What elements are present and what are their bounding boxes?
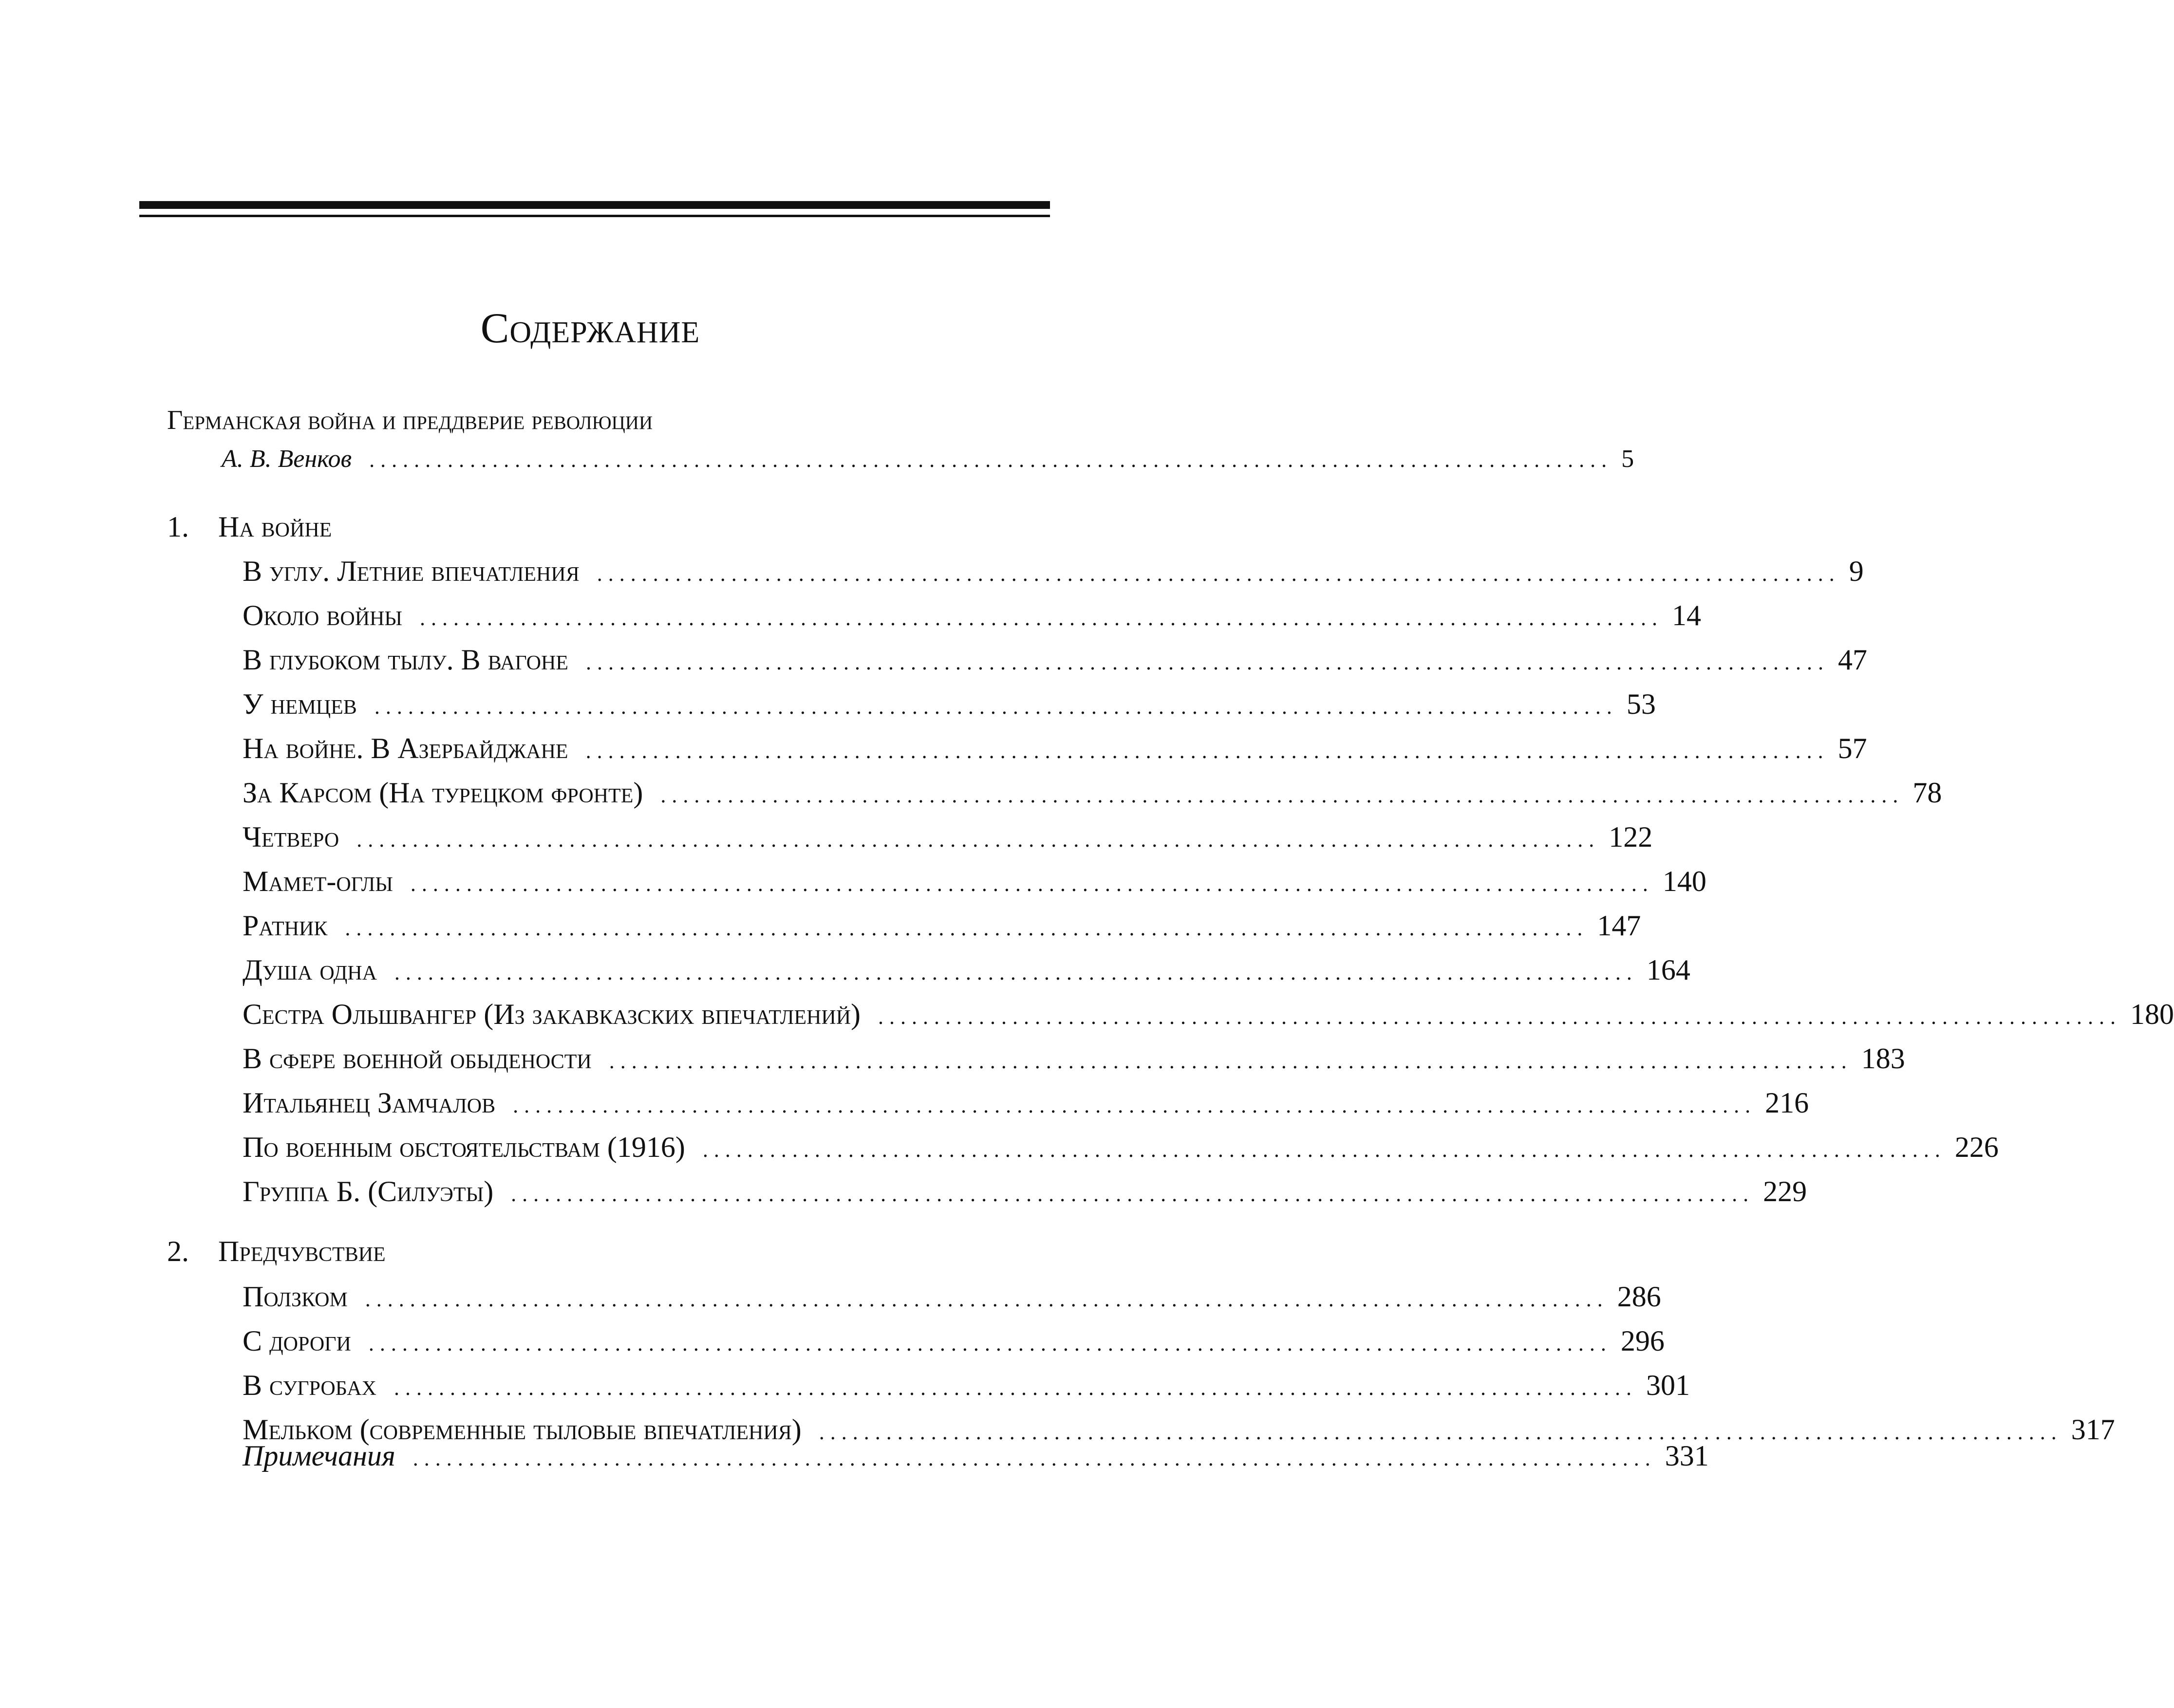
toc-entry[interactable] [243, 643, 1867, 677]
page-number: 164 [1646, 954, 1690, 986]
dot-leader: ............................................................................................................... [597, 562, 1840, 586]
page-number: 140 [1662, 865, 1706, 897]
section-heading-1 [167, 510, 332, 544]
page-number: 14 [1672, 599, 1701, 631]
page-number: 286 [1617, 1281, 1661, 1313]
entry-title: Мельком (современные тыловые впечатления) [243, 1413, 802, 1446]
toc-entry[interactable] [243, 598, 1701, 632]
entry-title: В сугробах [243, 1369, 376, 1401]
entry-title: По военным обстоятельствам (1916) [243, 1131, 685, 1163]
entry-title: Мамет-оглы [243, 865, 393, 897]
dot-leader: ............................................................................................................... [412, 1447, 1656, 1470]
entry-title: В глубоком тылу. В вагоне [243, 644, 568, 676]
entry-title: За Карсом (На турецком фронте) [243, 777, 643, 809]
entry-title: Группа Б. (Силуэты) [243, 1175, 494, 1207]
section-name: На войне [218, 511, 332, 543]
toc-entry[interactable] [243, 1041, 1905, 1076]
toc-entry[interactable] [243, 1280, 1661, 1314]
page-title: Содержание [480, 305, 700, 352]
dot-leader: ............................................................................................................... [345, 916, 1589, 940]
section-number: 1. [167, 511, 189, 543]
toc-entry[interactable] [243, 997, 2174, 1031]
toc-entry[interactable] [243, 909, 1641, 943]
dot-leader: ............................................................................................................... [410, 872, 1654, 896]
entry-title: С дороги [243, 1325, 351, 1357]
page-number: 78 [1912, 777, 1942, 809]
toc-entry[interactable] [243, 687, 1656, 721]
dot-leader: ............................................................................................................... [420, 606, 1663, 630]
toc-entry[interactable] [243, 554, 1864, 588]
page-number: 226 [1954, 1131, 1999, 1163]
page-number: 57 [1837, 732, 1867, 764]
entry-title: На войне. В Азербайджане [243, 732, 568, 764]
dot-leader: ............................................................................................................... [609, 1049, 1853, 1073]
dot-leader: ............................................................................................................... [660, 783, 1904, 807]
dot-leader: ............................................................................................................... [819, 1420, 2062, 1444]
toc-entry[interactable] [243, 864, 1706, 898]
page-number: 229 [1763, 1175, 1807, 1207]
dot-leader: ............................................................................................................... [585, 650, 1829, 674]
dot-leader: ............................................................................................................... [394, 961, 1638, 984]
page-number: 47 [1837, 644, 1867, 676]
toc-entry[interactable] [243, 731, 1867, 765]
entry-title: Сестра Ольшвангер (Из закавказских впечатлений) [243, 998, 861, 1030]
toc-entry-notes[interactable] [243, 1439, 1709, 1473]
dot-leader: ............................................................................................................... [369, 448, 1613, 472]
notes-label: Примечания [243, 1440, 395, 1472]
dot-leader: ............................................................................................................... [365, 1287, 1609, 1311]
toc-entry[interactable] [243, 1324, 1665, 1358]
toc-entry[interactable] [243, 1174, 1807, 1208]
entry-title: Ратник [243, 910, 328, 942]
entry-title: В сфере военной обыдености [243, 1042, 592, 1075]
page-number: 53 [1626, 688, 1656, 720]
page-number: 331 [1665, 1440, 1709, 1472]
entry-title: В углу. Летние впечатления [243, 555, 580, 587]
page-number: 180 [2130, 998, 2174, 1030]
dot-leader: ............................................................................................................... [511, 1182, 1755, 1206]
dot-leader: ............................................................................................................... [394, 1376, 1637, 1400]
entry-title: Около войны [243, 599, 402, 631]
dot-leader: ............................................................................................................... [356, 828, 1600, 852]
entry-title: Ползком [243, 1281, 348, 1313]
page-number: 147 [1597, 910, 1641, 942]
page-number: 183 [1861, 1042, 1905, 1075]
top-rule-thin [139, 215, 1050, 217]
entry-title: Четверо [243, 821, 339, 853]
dot-leader: ............................................................................................................... [374, 695, 1618, 719]
section-name: Предчувствие [218, 1235, 386, 1267]
page-number: 317 [2071, 1413, 2115, 1446]
section-heading-2 [167, 1234, 386, 1268]
toc-entry[interactable] [243, 953, 1690, 987]
entry-title: Итальянец Замчалов [243, 1087, 496, 1119]
page-number: 9 [1849, 555, 1864, 587]
dot-leader: ............................................................................................................... [585, 739, 1829, 763]
intro-title: Германская война и преддверие революции [167, 405, 653, 435]
entry-title: У немцев [243, 688, 357, 720]
page-number: 5 [1621, 445, 1634, 473]
page-number: 216 [1765, 1087, 1809, 1119]
page-number: 301 [1646, 1369, 1690, 1401]
toc-entry[interactable] [243, 820, 1653, 854]
dot-leader: ............................................................................................................... [878, 1005, 2122, 1029]
intro-author: А. В. Венков [222, 445, 352, 473]
dot-leader: ............................................................................................................... [702, 1138, 1946, 1162]
intro-author-row[interactable] [222, 442, 1634, 476]
page-number: 296 [1620, 1325, 1665, 1357]
toc-entry[interactable] [243, 1130, 1999, 1164]
toc-entry[interactable] [243, 1086, 1809, 1120]
toc-entry[interactable] [243, 776, 1942, 810]
page-number: 122 [1609, 821, 1653, 853]
section-number: 2. [167, 1235, 189, 1267]
dot-leader: ............................................................................................................... [513, 1094, 1757, 1117]
toc-entry[interactable] [243, 1368, 1690, 1402]
dot-leader: ............................................................................................................... [368, 1332, 1612, 1355]
top-rule-thick [139, 201, 1050, 209]
entry-title: Душа одна [243, 954, 377, 986]
